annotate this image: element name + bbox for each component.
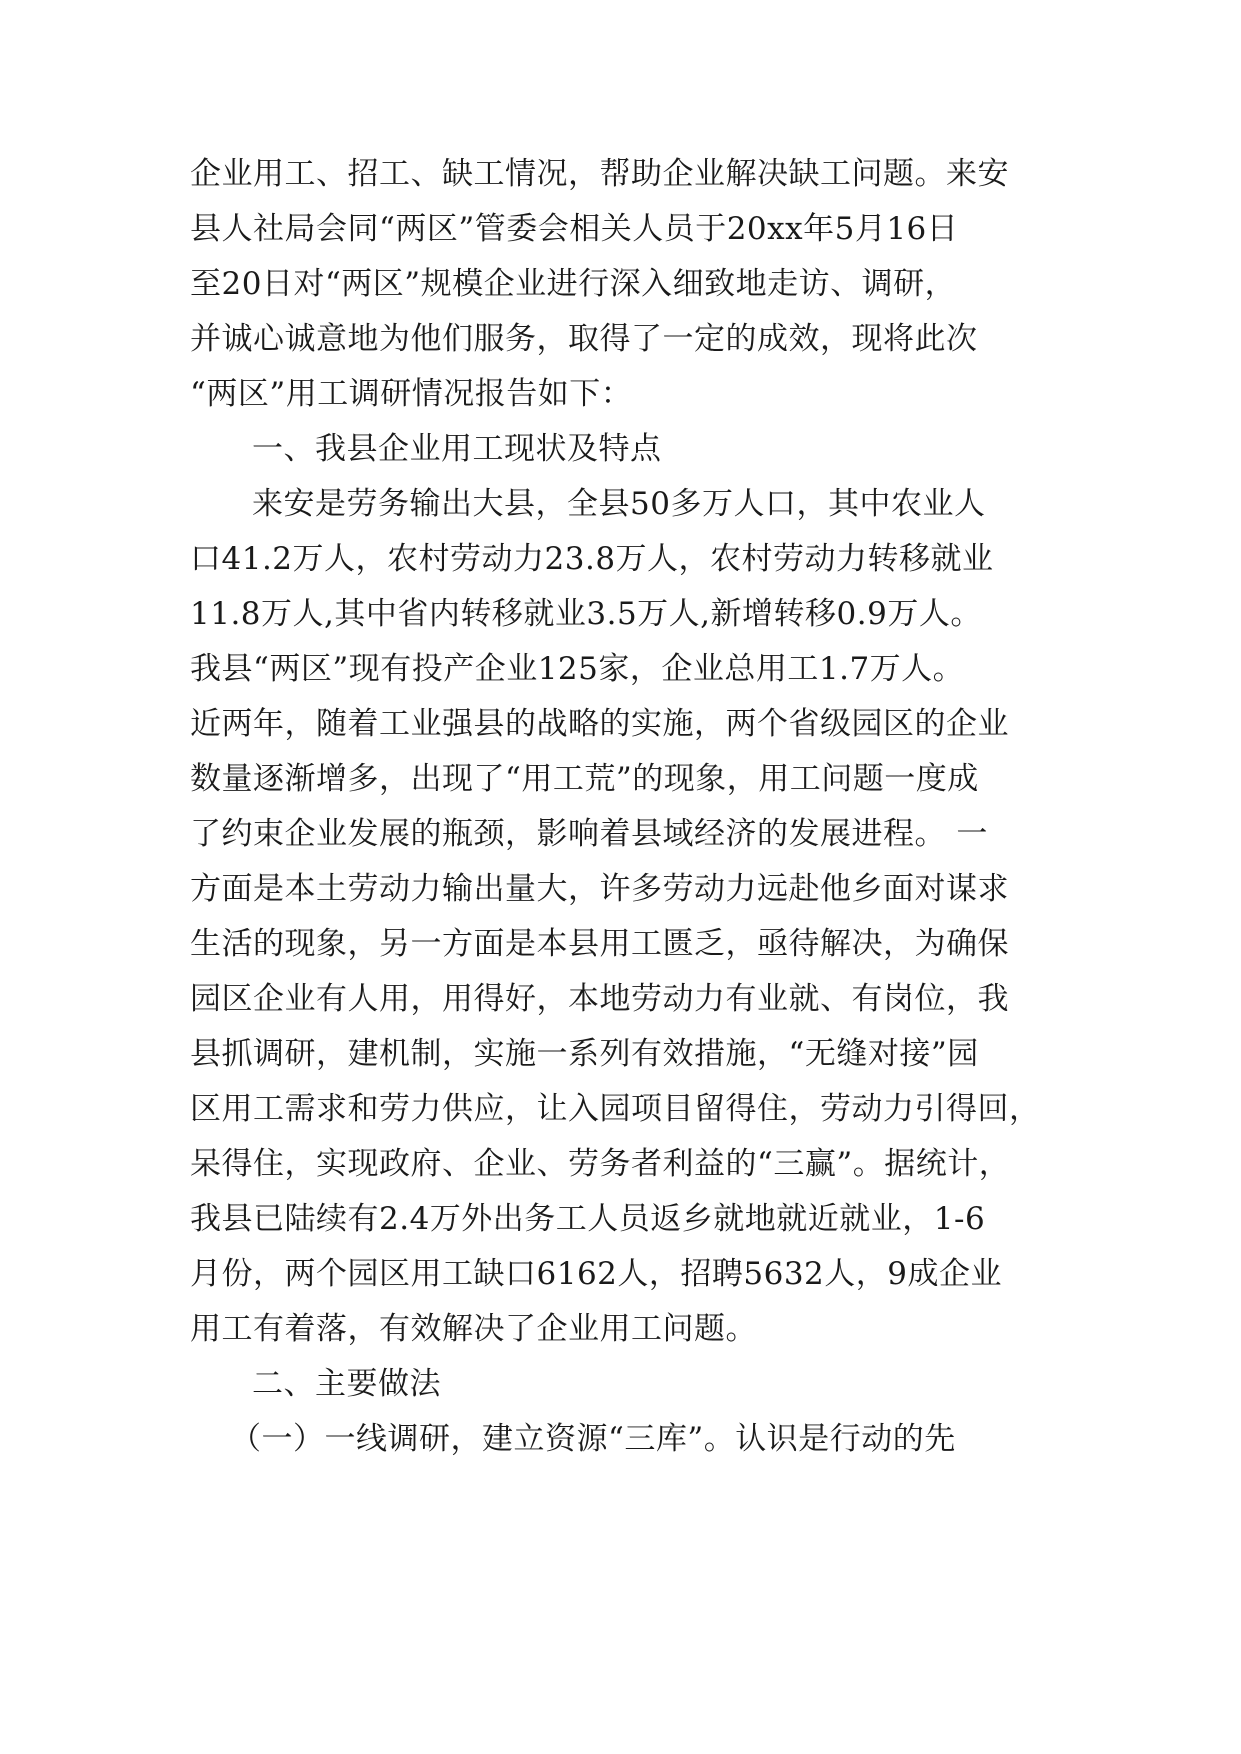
paragraph-line: 11.8万人,其中省内转移就业3.5万人,新增转移0.9万人。 <box>190 596 982 632</box>
paragraph-line: 至20日对“两区”规模企业进行深入细致地走访、调研， <box>190 266 957 302</box>
paragraph-line: 用工有着落，有效解决了企业用工问题。 <box>190 1311 757 1347</box>
paragraph-line: 方面是本土劳动力输出量大，许多劳动力远赴他乡面对谋求 <box>190 871 1009 907</box>
paragraph-line: 来安是劳务输出大县，全县50多万人口，其中农业人 <box>252 486 986 522</box>
paragraph-line: 县抓调研，建机制，实施一系列有效措施，“无缝对接”园 <box>190 1036 979 1072</box>
paragraph-line: 呆得住，实现政府、企业、劳务者利益的“三赢”。据统计， <box>190 1146 1011 1182</box>
paragraph-line: 我县已陆续有2.4万外出务工人员返乡就地就近就业，1-6 <box>190 1201 986 1237</box>
paragraph-line: 县人社局会同“两区”管委会相关人员于20xx年5月16日 <box>190 211 959 247</box>
section-heading: 二、主要做法 <box>252 1366 441 1402</box>
paragraph-line: “两区”用工调研情况报告如下： <box>190 376 633 412</box>
paragraph-line: 园区企业有人用，用得好，本地劳动力有业就、有岗位，我 <box>190 981 1009 1017</box>
paragraph-line: 近两年，随着工业强县的战略的实施，两个省级园区的企业 <box>190 706 1009 742</box>
paragraph-line: 了约束企业发展的瓶颈，影响着县域经济的发展进程。 一 <box>190 816 988 852</box>
paragraph-line: 我县“两区”现有投产企业125家，企业总用工1.7万人。 <box>190 651 965 687</box>
paragraph-line: 并诚心诚意地为他们服务，取得了一定的成效，现将此次 <box>190 321 978 357</box>
subsection-heading: （一）一线调研，建立资源“三库”。认识是行动的先 <box>230 1421 956 1457</box>
paragraph-line: 数量逐渐增多，出现了“用工荒”的现象，用工问题一度成 <box>190 761 979 797</box>
paragraph-line: 企业用工、招工、缺工情况，帮助企业解决缺工问题。来安 <box>190 156 1009 192</box>
paragraph-line: 口41.2万人，农村劳动力23.8万人，农村劳动力转移就业 <box>190 541 994 577</box>
paragraph-line: 区用工需求和劳力供应，让入园项目留得住，劳动力引得回， <box>190 1091 1041 1127</box>
section-heading: 一、我县企业用工现状及特点 <box>252 431 662 467</box>
paragraph-line: 月份，两个园区用工缺口6162人，招聘5632人，9成企业 <box>190 1256 1003 1292</box>
paragraph-line: 生活的现象，另一方面是本县用工匮乏，亟待解决，为确保 <box>190 926 1009 962</box>
